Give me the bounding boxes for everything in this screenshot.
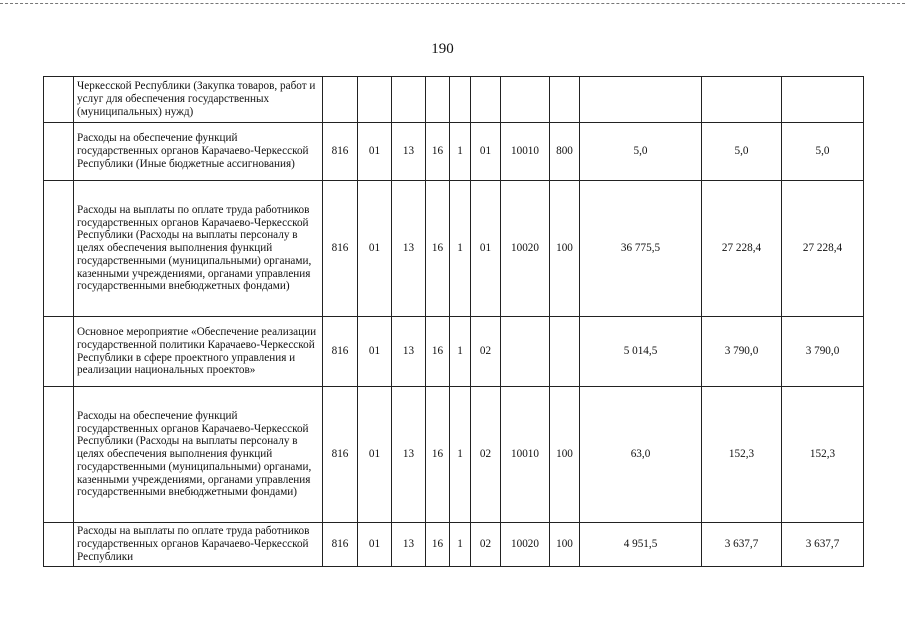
cell-expense-type (550, 317, 580, 387)
cell-event: 02 (471, 317, 501, 387)
cell-subprogram: 1 (450, 523, 471, 567)
cell-description: Основное мероприятие «Обеспечение реализации государственной политики Карачаево-Черкесской Республики в сфере проектного управления и реализации национальных проектов» (74, 317, 323, 387)
cell-event: 01 (471, 123, 501, 181)
cell-direction-code: 10010 (501, 387, 550, 523)
cell-gr: 816 (323, 387, 358, 523)
cell-gr: 816 (323, 181, 358, 317)
cell-sum-3: 3 790,0 (782, 317, 864, 387)
cell-direction-code (501, 77, 550, 123)
cell-expense-type: 100 (550, 387, 580, 523)
cell-program: 16 (426, 317, 450, 387)
cell-sum-3 (782, 77, 864, 123)
cell-event: 02 (471, 523, 501, 567)
page-number: 190 (431, 41, 454, 57)
cell-pr: 13 (392, 181, 426, 317)
cell-sum-3: 3 637,7 (782, 523, 864, 567)
table-row (44, 77, 864, 123)
cell-subprogram (450, 77, 471, 123)
cell-sum-1: 5,0 (580, 123, 702, 181)
scan-top-edge (0, 3, 905, 4)
cell-rz: 01 (358, 123, 392, 181)
cell-rz: 01 (358, 181, 392, 317)
cell-index (44, 523, 74, 567)
cell-sum-3: 152,3 (782, 387, 864, 523)
cell-rz: 01 (358, 387, 392, 523)
table-row (44, 123, 864, 181)
cell-description: Расходы на выплаты по оплате труда работников государственных органов Карачаево-Черкесской Республики (74, 523, 323, 567)
cell-program: 16 (426, 523, 450, 567)
table-row (44, 181, 864, 317)
cell-sum-3: 5,0 (782, 123, 864, 181)
cell-pr: 13 (392, 523, 426, 567)
cell-program: 16 (426, 123, 450, 181)
cell-index (44, 181, 74, 317)
cell-sum-1: 5 014,5 (580, 317, 702, 387)
cell-pr: 13 (392, 317, 426, 387)
cell-description: Расходы на обеспечение функций государственных органов Карачаево-Черкесской Республики (Расходы на выплаты персоналу в целях обеспечения выполнения функций государственными (муниципальными) органами, казенными учреждениями, органами управления государственными внебюджетными фондами) (74, 387, 323, 523)
cell-direction-code: 10020 (501, 181, 550, 317)
cell-description: Черкесской Республики (Закупка товаров, работ и услуг для обеспечения государственных (муниципальных) нужд) (74, 77, 323, 123)
cell-program: 16 (426, 387, 450, 523)
cell-index (44, 387, 74, 523)
cell-index (44, 123, 74, 181)
cell-event: 01 (471, 181, 501, 317)
cell-sum-2: 5,0 (702, 123, 782, 181)
cell-event: 02 (471, 387, 501, 523)
cell-program (426, 77, 450, 123)
table-row (44, 317, 864, 387)
cell-index (44, 317, 74, 387)
table-row (44, 523, 864, 567)
cell-sum-1: 36 775,5 (580, 181, 702, 317)
cell-sum-1: 63,0 (580, 387, 702, 523)
cell-subprogram: 1 (450, 123, 471, 181)
cell-sum-3: 27 228,4 (782, 181, 864, 317)
cell-gr: 816 (323, 123, 358, 181)
cell-pr (392, 77, 426, 123)
cell-sum-2: 27 228,4 (702, 181, 782, 317)
cell-direction-code (501, 317, 550, 387)
cell-sum-2: 152,3 (702, 387, 782, 523)
cell-subprogram: 1 (450, 317, 471, 387)
cell-subprogram: 1 (450, 387, 471, 523)
cell-sum-2: 3 637,7 (702, 523, 782, 567)
cell-pr: 13 (392, 123, 426, 181)
cell-sum-1: 4 951,5 (580, 523, 702, 567)
cell-description: Расходы на выплаты по оплате труда работников государственных органов Карачаево-Черкесской Республики (Расходы на выплаты персоналу в целях обеспечения выполнения функций государственными (муниципальными) органами, казенными учреждениями, органами управления государственными внебюджетных фондами) (74, 181, 323, 317)
cell-event (471, 77, 501, 123)
table-row (44, 387, 864, 523)
cell-rz: 01 (358, 317, 392, 387)
cell-rz (358, 77, 392, 123)
cell-rz: 01 (358, 523, 392, 567)
cell-pr: 13 (392, 387, 426, 523)
cell-sum-2: 3 790,0 (702, 317, 782, 387)
cell-sum-2 (702, 77, 782, 123)
cell-index (44, 77, 74, 123)
cell-gr (323, 77, 358, 123)
cell-direction-code: 10020 (501, 523, 550, 567)
budget-table (43, 76, 864, 567)
cell-description: Расходы на обеспечение функций государственных органов Карачаево-Черкесской Республики (Иные бюджетные ассигнования) (74, 123, 323, 181)
cell-expense-type: 100 (550, 523, 580, 567)
cell-program: 16 (426, 181, 450, 317)
cell-gr: 816 (323, 317, 358, 387)
cell-expense-type (550, 77, 580, 123)
cell-expense-type: 800 (550, 123, 580, 181)
cell-gr: 816 (323, 523, 358, 567)
cell-expense-type: 100 (550, 181, 580, 317)
cell-direction-code: 10010 (501, 123, 550, 181)
cell-subprogram: 1 (450, 181, 471, 317)
cell-sum-1 (580, 77, 702, 123)
